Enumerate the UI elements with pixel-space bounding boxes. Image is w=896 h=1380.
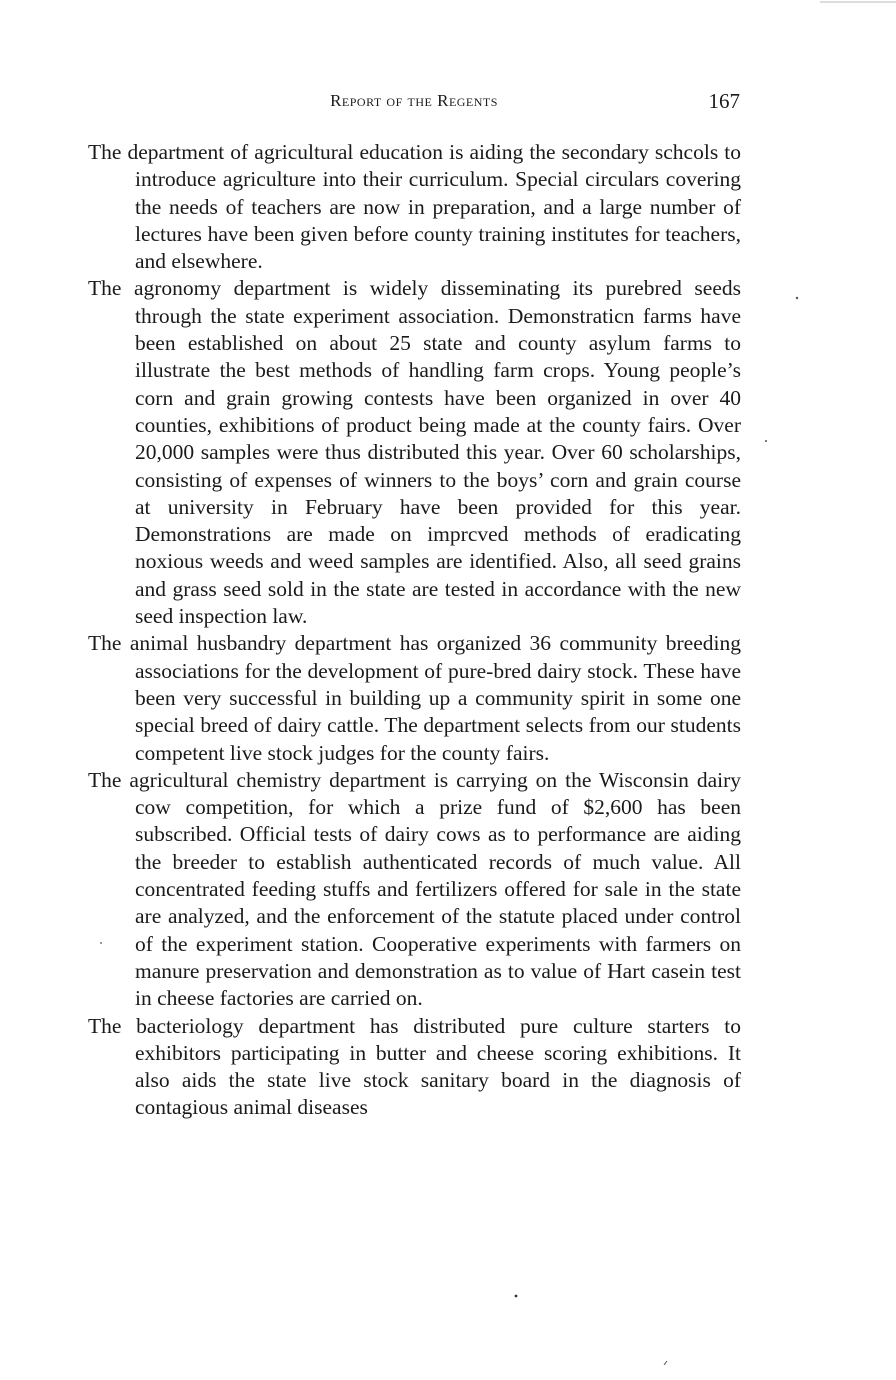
page-number: 167 (708, 89, 740, 113)
speck (765, 440, 767, 442)
paragraph-agricultural-education: The department of agricultural education is aiding the secondary schcols to introduce agriculture into their curriculum. Special circulars covering the needs of teachers are now in preparation, and a large number of lectures have been given before county training institutes for teachers, and elsewhere. (88, 140, 741, 274)
speck (100, 942, 102, 944)
speck (664, 1361, 667, 1365)
paragraph-agronomy: The agronomy department is widely disseminating its purebred seeds through the state experiment association. Demonstraticn farms have been established on about 25 state and county asylum farms to illustrate the best methods of handling farm crops. Young people’s corn and grain growing contests have been organized in over 40 counties, exhibitions of product being made at the county fairs. Over 20,000 samples were thus distributed this year. Over 60 scholarships, consisting of expenses of winners to the boys’ corn and grain course at university in February have been provided for this year. Demonstrations are made on imprcved methods of eradicating noxious weeds and weed samples are identified. Also, all seed grains and grass seed sold in the state are tested in accordance with the new seed inspection law. (88, 276, 741, 629)
speck (515, 1295, 518, 1298)
paragraph-bacteriology: The bacteriology department has distributed pure culture starters to exhibitors participating in butter and cheese scoring exhibitions. It also aids the state live stock sanitary board in the diagnosis of contagious animal diseases (88, 1013, 741, 1120)
paragraph-animal-husbandry: The animal husbandry department has organized 36 community breeding associations for the development of pure-bred dairy stock. These have been very successful in building up a community spirit in some one special breed of dairy cattle. The department selects from our students competent live stock judges for the county fairs. (88, 631, 741, 765)
speck (796, 297, 798, 299)
paragraph-agricultural-chemistry: The agricultural chemistry department is carrying on the Wisconsin dairy cow competition, for which a prize fund of $2,600 has been subscribed. Official tests of dairy cows as to performance are aiding the breeder to establish authenticated records of much value. All concentrated feeding stuffs and fertilizers offered for sale in the state are analyzed, and the enforcement of the statute placed under control of the experiment station. Cooperative experiments with farmers on manure preservation and demonstration as to value of Hart casein test in cheese factories are carried on. (88, 767, 741, 1011)
running-title: Report of the Regents (330, 91, 498, 110)
